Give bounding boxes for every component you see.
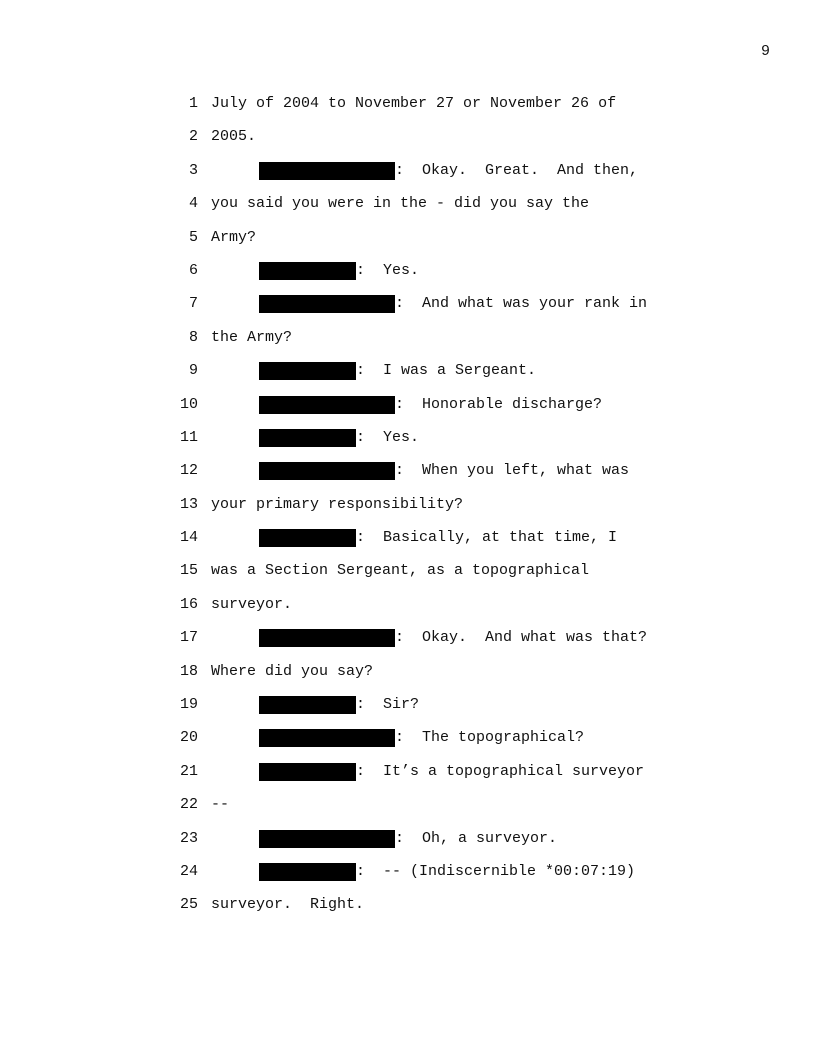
transcript-line (0, 194, 816, 227)
speaker-text: : Yes. (356, 428, 420, 446)
redacted-speaker-name (259, 396, 395, 414)
speaker-text: : And what was your rank in (395, 295, 648, 313)
transcript-line (0, 461, 816, 494)
transcript-line (0, 662, 816, 695)
speaker-text: : Okay. And what was that? (395, 629, 648, 647)
line-text: surveyor. Right. (211, 896, 365, 914)
redacted-speaker-name (259, 629, 395, 647)
speaker-text: : Yes. (356, 261, 420, 279)
redacted-speaker-name (259, 830, 395, 848)
redacted-speaker-name (259, 162, 395, 180)
transcript-line (0, 762, 816, 795)
line-number: 9 (188, 362, 198, 380)
transcript-line (0, 628, 816, 661)
speaker-entry (259, 362, 536, 380)
line-number: 15 (179, 562, 198, 580)
line-number: 6 (188, 261, 198, 279)
transcript-line (0, 161, 816, 194)
transcript-line (0, 361, 816, 394)
transcript-line (0, 595, 816, 628)
line-text: 2005. (211, 128, 257, 146)
transcript-body (0, 94, 816, 929)
line-number: 21 (179, 762, 198, 780)
speaker-entry (259, 830, 557, 848)
line-number: 2 (188, 128, 198, 146)
speaker-text: : The topographical? (395, 729, 585, 747)
speaker-text: : Sir? (356, 696, 420, 714)
speaker-entry (259, 162, 638, 180)
transcript-line (0, 695, 816, 728)
transcript-line (0, 228, 816, 261)
speaker-entry (259, 696, 419, 714)
speaker-entry (259, 396, 602, 414)
line-number: 14 (179, 529, 198, 547)
transcript-line (0, 895, 816, 928)
speaker-text: : Basically, at that time, I (356, 529, 618, 547)
line-number: 18 (179, 662, 198, 680)
speaker-text: : -- (Indiscernible *00:07:19) (356, 862, 636, 880)
speaker-text: : I was a Sergeant. (356, 362, 537, 380)
transcript-line (0, 127, 816, 160)
line-text: the Army? (211, 328, 293, 346)
transcript-line (0, 561, 816, 594)
speaker-entry (259, 729, 584, 747)
line-number: 19 (179, 696, 198, 714)
line-text: Where did you say? (211, 662, 374, 680)
line-text: surveyor. (211, 595, 293, 613)
line-text: you said you were in the - did you say the (211, 195, 590, 213)
line-number: 11 (179, 428, 198, 446)
redacted-speaker-name (259, 863, 356, 881)
redacted-speaker-name (259, 729, 395, 747)
redacted-speaker-name (259, 529, 356, 547)
speaker-entry (259, 629, 647, 647)
line-number: 4 (188, 195, 198, 213)
transcript-line (0, 294, 816, 327)
line-text: -- (211, 796, 230, 814)
redacted-speaker-name (259, 763, 356, 781)
speaker-text: : Oh, a surveyor. (395, 829, 558, 847)
transcript-line (0, 862, 816, 895)
line-text: your primary responsibility? (211, 495, 464, 513)
redacted-speaker-name (259, 295, 395, 313)
speaker-entry (259, 763, 644, 781)
transcript-line (0, 395, 816, 428)
speaker-entry (259, 295, 647, 313)
line-number: 17 (179, 629, 198, 647)
redacted-speaker-name (259, 429, 356, 447)
line-number: 7 (188, 295, 198, 313)
line-number: 16 (179, 595, 198, 613)
transcript-line (0, 261, 816, 294)
line-number: 10 (179, 395, 198, 413)
transcript-line (0, 94, 816, 127)
transcript-line (0, 795, 816, 828)
transcript-line (0, 495, 816, 528)
transcript-line (0, 528, 816, 561)
transcript-line (0, 829, 816, 862)
redacted-speaker-name (259, 462, 395, 480)
line-text: was a Section Sergeant, as a topographical (211, 562, 590, 580)
line-text: Army? (211, 228, 257, 246)
speaker-entry (259, 462, 629, 480)
line-number: 12 (179, 462, 198, 480)
line-number: 5 (188, 228, 198, 246)
speaker-entry (259, 262, 419, 280)
transcript-line (0, 428, 816, 461)
transcript-line (0, 728, 816, 761)
speaker-entry (259, 863, 635, 881)
speaker-entry (259, 429, 419, 447)
line-number: 3 (188, 161, 198, 179)
line-number: 8 (188, 328, 198, 346)
speaker-text: : Okay. Great. And then, (395, 161, 639, 179)
transcript-line (0, 328, 816, 361)
speaker-entry (259, 529, 617, 547)
line-number: 25 (179, 896, 198, 914)
line-number: 24 (179, 862, 198, 880)
speaker-text: : When you left, what was (395, 462, 630, 480)
line-text: July of 2004 to November 27 or November 26 of (211, 95, 617, 112)
redacted-speaker-name (259, 262, 356, 280)
redacted-speaker-name (259, 362, 356, 380)
line-number: 1 (188, 95, 198, 112)
line-number: 13 (179, 495, 198, 513)
speaker-text: : It’s a topographical surveyor (356, 762, 645, 780)
speaker-text: : Honorable discharge? (395, 395, 603, 413)
line-number: 22 (179, 796, 198, 814)
page-number: 9 (760, 43, 770, 60)
line-number: 20 (179, 729, 198, 747)
line-number: 23 (179, 829, 198, 847)
redacted-speaker-name (259, 696, 356, 714)
